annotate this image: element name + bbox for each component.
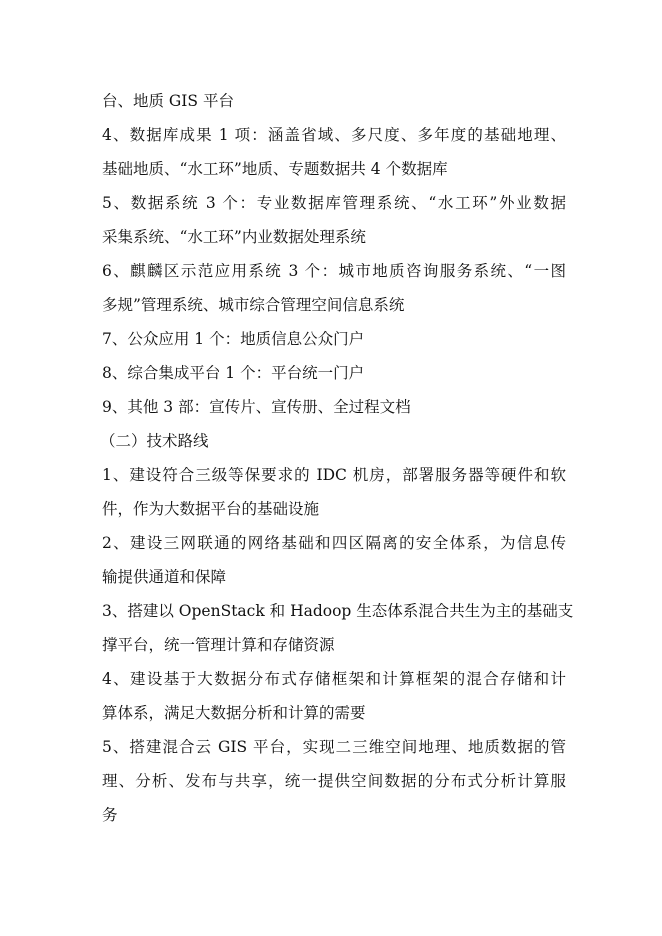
text-line-2: 4、数据库成果 1 项：涵盖省域、多尺度、多年度的基础地理、	[102, 126, 566, 144]
text-line-10: 9、其他 3 部：宣传片、宣传册、全过程文档	[102, 398, 411, 416]
text-line-4: 5、数据系统 3 个：专业数据库管理系统、“水工环”外业数据	[102, 194, 566, 212]
document-body	[100, 84, 574, 832]
text-line-9: 8、综合集成平台 1 个：平台统一门户	[102, 364, 365, 382]
text-line-12: 1、建设符合三级等保要求的 IDC 机房，部署服务器等硬件和软	[102, 466, 566, 484]
text-line-22: 务	[102, 806, 118, 824]
text-line-15: 输提供通道和保障	[102, 568, 227, 586]
text-line-5: 采集系统、“水工环”内业数据处理系统	[102, 228, 366, 246]
text-line-14: 2、建设三网联通的网络基础和四区隔离的安全体系，为信息传	[102, 534, 566, 552]
text-line-17: 撑平台，统一管理计算和存储资源	[102, 636, 335, 654]
text-line-1: 台、地质 GIS 平台	[102, 92, 234, 110]
text-line-7: 多规”管理系统、城市综合管理空间信息系统	[102, 296, 405, 314]
text-line-3: 基础地质、“水工环”地质、专题数据共 4 个数据库	[102, 160, 448, 178]
text-line-6: 6、麒麟区示范应用系统 3 个：城市地质咨询服务系统、“一图	[102, 262, 566, 280]
text-line-18: 4、建设基于大数据分布式存储框架和计算框架的混合存储和计	[102, 670, 566, 688]
text-line-16: 3、搭建以 OpenStack 和 Hadoop 生态体系混合共生为主的基础支	[102, 602, 574, 620]
text-line-19: 算体系，满足大数据分析和计算的需要	[102, 704, 366, 722]
section-heading-tech-route: （二）技术路线	[100, 432, 209, 450]
text-line-8: 7、公众应用 1 个：地质信息公众门户	[102, 330, 365, 348]
text-line-13: 件，作为大数据平台的基础设施	[102, 500, 320, 518]
text-line-20: 5、搭建混合云 GIS 平台，实现二三维空间地理、地质数据的管	[102, 738, 566, 756]
text-line-21: 理、分析、发布与共享，统一提供空间数据的分布式分析计算服	[102, 772, 566, 790]
